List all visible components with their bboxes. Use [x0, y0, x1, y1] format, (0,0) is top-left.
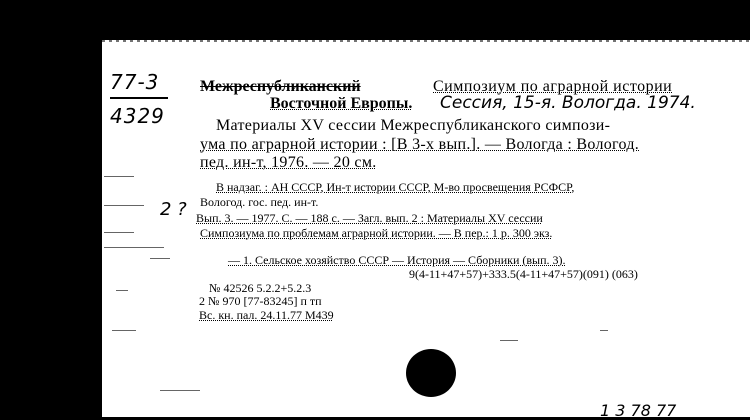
- ink-blot: [406, 349, 456, 397]
- heading-line1: Симпозиум по аграрной истории: [433, 78, 673, 95]
- shelf-mark-rule: [110, 97, 168, 99]
- body-line-2: ума по аграрной истории : [В 3-х вып.]. — Вологда : Вологод.: [200, 136, 640, 153]
- shelf-mark-top: 77-3: [110, 70, 160, 94]
- margin-handwritten-mark: 2 ?: [160, 199, 187, 220]
- note-line-2: Вологод. гос. пед. ин-т.: [200, 195, 319, 209]
- body-line-1: Материалы XV сессии Межреспубликанского симпози-: [216, 117, 611, 134]
- volume-line-2: Симпозиума по проблемам аграрной истории. — В пер.: 1 р. 300 экз.: [200, 226, 553, 240]
- note-line-1: В надзаг. : АН СССР, Ин-т истории СССР, М-во просвещения РСФСР,: [216, 180, 575, 194]
- shelf-mark-bottom: 4329: [110, 104, 165, 128]
- card-number: № 42526 5.2.2+5.2.3: [209, 281, 312, 295]
- heading-line2: Восточной Европы.: [270, 95, 413, 112]
- library-note: Вс. кн. пал. 24.11.77 М439: [199, 308, 334, 322]
- heading-struck-word: Межреспубликанский: [200, 78, 361, 95]
- corner-scrawl: 1 3 78 77: [600, 401, 677, 420]
- body-line-3: пед. ин-т, 1976. — 20 см.: [200, 154, 377, 171]
- volume-line-1: Вып. 3. — 1977. С. — 188 с. — Загл. вып. 2 : Материалы XV сессии: [196, 211, 543, 225]
- subject-line: — 1. Сельское хозяйство СССР — История — Сборники (вып. 3).: [228, 253, 566, 267]
- order-number: 2 № 970 [77-83245] п тп: [199, 294, 322, 308]
- handwritten-session-annotation: Сессия, 15-я. Вологда. 1974.: [440, 93, 696, 113]
- classification-line: 9(4-11+47+57)+333.5(4-11+47+57)(091) (063): [409, 267, 638, 281]
